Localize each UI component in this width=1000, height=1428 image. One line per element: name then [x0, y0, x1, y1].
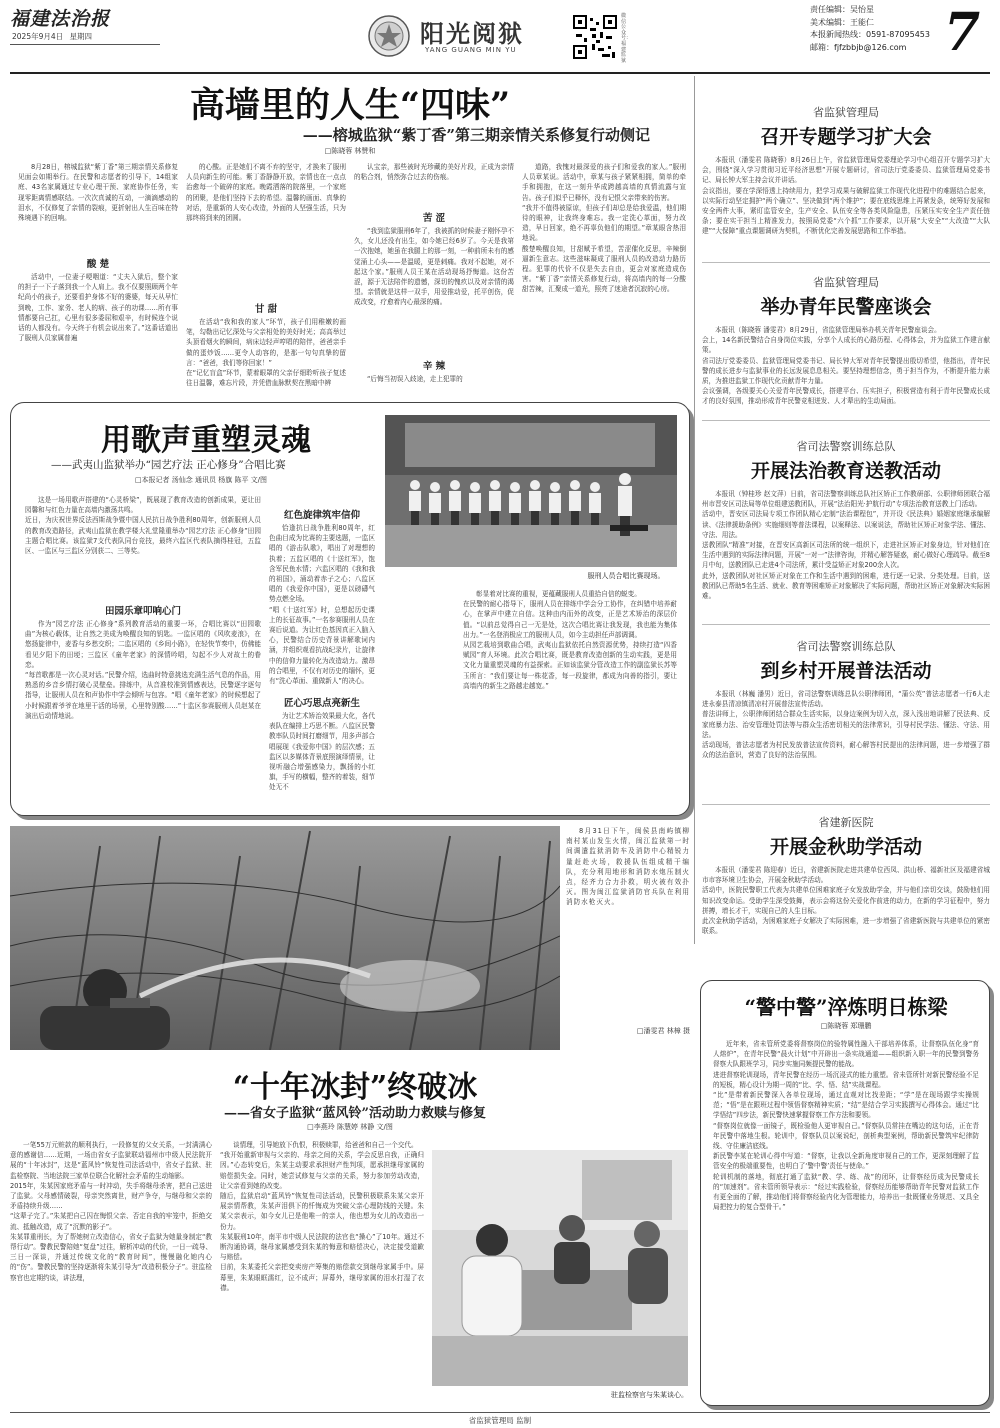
singing-col-3: 彰显着对比赛的重视，更蕴藏服刑人员重拾自信的蜕变。 在民警的耐心指导下，服刑人员在排练中学会分工协作，在纠错中培养耐心，在掌声中建立自信。这种由内而外的改变，正是艺术矫治的深层价值。“以前总觉得自己一无是处，这次合唱比赛让我发现，我也能为集体出力。”一名登消极应工的服刑人员，如今主动担任声部调调。 从园艺栽培到歌曲合唱，武夷山监狱依托自然资源优势，持续打造“四香赋园”育人环境。此次合唱比赛，既是教育改造创新的生动实践，更是用文化力量重塑灵魂的有益探索。正如该监狱分管改造工作的副监狱长苏等玉所言：“我们要让每一株花香，每一段旋律，都成为向善的指引，要让高墙内的新生之路越走越宽。” [463, 590, 677, 690]
paper-name: 福建法治报 [10, 8, 111, 30]
news-3-title: 开展法治教育送教活动 [750, 460, 941, 482]
news-3-kicker: 省司法警察训练总队 [796, 440, 896, 453]
news-1-title: 召开专题学习扩大会 [760, 126, 932, 148]
fire-photo-text: 8月31日下午，闽侯县南屿镇柳南村某山发生火情，闽江监狱第一时间调遣监狱消防车及消防中心精锐力量赶赴火场，救援队伍组成精干编队，充分利用地形和消防水炮压制火点，经齐力合力扑救，明火被有效扑灭。图为闽江监狱消防官兵队在利用消防水枪灭火。 [566, 827, 690, 907]
news-5-kicker: 省建新医院 [818, 816, 874, 829]
police-title: “警中警”淬炼明日栋梁 [744, 995, 948, 1019]
news-3-body: 本报讯（钟桂珍 赵文萍）日前，省司法警察训练总队社区矫正工作教研部、公职律师团联合福州市晋安区司法局等单位组建送教团队，开展“法治阳光·护航行动”专项法治教育送教上门活动。 活动中，晋安区司法局专项工作团队精心定制“法治课程包”，并开设《民法典》婚姻家庭继承编解读、《法律援助条例》实施细则等普法课程，以案释法、以案说法，帮助社区矫正对象学法、懂法、守法、用法。 送教团队“精准”对接，在晋安区高新区司法所的统一组织下，走进社区矫正对象身边，针对他们在生活中遇到的实际法律问题，开展“一对一”法律咨询，并精心解答疑惑，耐心做好心理疏导。截至8月中旬，送教团队已走进4个司法所，累计受益矫正对象200余人次。 此外，送教团队对社区矫正对象在工作和生活中遇到的困难，进行逐一记录、分类处理。目前，送教团队已帮助5名生活、就业、教育等困难矫正对象解决了实际问题，帮助社区矫正对象解决实际困难。 [702, 490, 990, 601]
lead-subhead-sweet: 甘 甜 [254, 304, 278, 315]
qr-code-icon[interactable] [572, 14, 618, 60]
email-line[interactable]: 邮箱：fjfzbbjb@126.com [810, 42, 907, 52]
news-4-kicker: 省司法警察训练总队 [796, 640, 896, 653]
singing-photo-caption: 服刑人员合唱比赛现场。 [587, 572, 665, 580]
news-item-3 [702, 424, 990, 620]
section-title: 阳光阅狱 [420, 19, 524, 48]
lead-byline: □陈晓蓉 林赞和 [324, 147, 376, 155]
news-5-title: 开展金秋助学活动 [769, 836, 922, 858]
lead-col-4: 道路，我愧对最深爱的孩子们和爱我的家人。”服刑人员章某说。活动中，章某与孩子紧紧相拥，简单的牵手和拥抱，在这一刻升华成跨越高墙的真情流露与宣告。孩子们似乎已释怀，没有记恨父亲带来的伤害。 “我并不值得被原谅，但孩子们却总是给我爱温，他们期待的眼神，让我终身难忘。我一定洗心革面，努力改造，早日回家，绝不再辜负他们的期望。”章某眼含热泪地说。 酸楚唤醒良知，甘甜赋予希望，苦涩催化反思，辛辣倒逼新生意志。这些滋味凝成了服刑人员的改造动力路历程。犯罪的代价不仅是失去自由，更会对家庭造成伤害。“紫丁香”亲情关系修复行动，将高墙内的每一分酸甜苦辣，汇聚成一道光，照亮了迷途者沉寂的心房。 [522, 163, 686, 294]
news-1-body: 本报讯（潘雯君 陈晓蓉）8月26日上午，省监狱管理局党委理论学习中心组召开专题学习扩大会，围绕“深入学习贯彻习近平经济思想”开展专题研讨，省司法厅党委委员、监狱管理局党委书记、局长钟大军主持会议并讲话。 会议指出，要在学深悟透上持续用力，把学习成果与破解监狱工作现代化进程中的难题结合起来，以实际行动坚定拥护“两个确立”、坚决做到“两个维护”；要在底线思维上再紧发条，统筹好发展和安全两件大事，紧盯监管安全，生产安全、队伍安全等各类风险隐患，压紧压实安全生产责任链条；要在实干担当上精准发力，按照局党委“六个抓”工作要求，以开展“大安全”“大改造”“大队建”“大保障”重点课题调研为契机，不断优化完善发展思路和工作举措。 [702, 156, 990, 236]
fire-photo-caption-box [566, 826, 690, 1050]
news-2-body: 本报讯（陈晓蓉 潘雯君）8月29日，省监狱管理局举办机关青年民警座谈会。 会上，14名新民警结合自身岗位实践，分享个人成长的心路历程、心得体会，并为监狱工作建言献策。 省司法厅党委委员、监狱管理局党委书记、局长钟大军对青年民警提出殷切希望，他指出，青年民警的成长进步与监狱事业的长远发展息息相关。要坚持理想信念，勇于担当作为，不断提升能力素质，为推进监狱工作现代化贡献青年力量。 会议强调，各级要关心关爱青年民警成长，搭建平台、压实担子，积极营造有利于青年民警成长成才的良好氛围，推动形成青年民警竞相迸发、人才辈出的生动局面。 [702, 326, 990, 406]
lead-col-1b: 活动中，一位妻子哽咽道：“丈夫入狱后，整个家的担子一下子落到我一个人肩上。我不仅要照顾两个年纪尚小的孩子，还要看护身体不好的婆婆，每天从早忙到晚，工作、家务、老人的病、孩子的功课……所有事情都要自己扛，心里有很多委屈和艰辛，有时候连个说话的人都没有。今天终于有机会说出来了。”这番话道出了服刑人员家属普遍 [18, 273, 178, 343]
lead-col-3b: “我到监狱服刑6年了，我被抓的时候妻子刚怀孕不久，女儿还没有出生，如今她已经6岁了。今天是我第一次抱她，她虽在我腿上的那一刻，一种前所未有的感觉涌上心头——是温暖，更是刺痛。我对不起她，对不起这个家。”服刑人员王某在活动现场抒悔道。这份苦涩，源于无法陪伴的遗憾，深切的愧疚以及对亲情的渴望。亲情就是这样一双手，用爱推动爱，托平创伤，促成改变，疗愈着内心最深的痛。 [354, 227, 514, 307]
ten-years-title: “十年冰封”终破冰 [232, 1070, 478, 1105]
singing-photo [385, 415, 677, 567]
date: 2025年9月4日 [12, 32, 64, 41]
news-4-title: 到乡村开展普法活动 [760, 660, 932, 682]
singing-subhead-3: 匠心巧思点亮新生 [283, 698, 360, 709]
page-number: 7 [944, 2, 981, 63]
news-2-kicker: 省监狱管理局 [813, 276, 879, 289]
lead-col-3: 认宝亲，那些被时光珍藏的美好片段，正成为亲情的粘合剂，悄然弥合过去的伤痕。 [354, 163, 514, 182]
singing-subhead-1: 田园乐章叩响心门 [104, 606, 181, 617]
editor-credits [810, 4, 930, 54]
masthead-rule [10, 44, 160, 45]
section-pinyin: YANG GUANG MIN YU [425, 46, 517, 54]
ten-years-photo [432, 1150, 688, 1386]
news-divider-1 [702, 262, 990, 263]
fire-photo-byline: □潘雯君 林樟 摄 [636, 1027, 690, 1035]
news-divider-3 [702, 624, 990, 625]
lead-subhead-sour: 酸 楚 [86, 259, 110, 270]
singing-subhead-2: 红色旋律筑牢信仰 [283, 510, 360, 521]
lead-subhead-bitter: 苦 涩 [422, 213, 446, 224]
news-divider-2 [702, 420, 990, 421]
lead-col-3c: “后悔当初误入歧途，走上犯罪的 [367, 375, 463, 383]
consultation-image [432, 1150, 688, 1386]
singing-subtitle: ——武夷山监狱举办“园艺疗法 正心修身”合唱比赛 [51, 459, 286, 471]
singing-col-2b: 为让艺术矫治效果最大化，各代表队在编排上巧思不断。八监区民警教率队员时间打磨细节，用多声部合唱展现《我爱你中国》的层次感；五监区以多媒体背景底照演绎情景，让视听融合增强感染力，飘扬的小红旗，手写的横幅，整齐的着装，细节处无不 [269, 712, 375, 792]
hotline-line: 本报新闻热线：0591-87095453 [810, 30, 930, 39]
weekday: 星期四 [69, 32, 93, 41]
footer-rule [10, 1412, 990, 1413]
singing-article [10, 402, 690, 816]
singing-title: 用歌声重塑灵魂 [101, 423, 311, 458]
masthead [0, 0, 1000, 72]
police-article [700, 980, 990, 1406]
lead-title: 高墙里的人生“四味” [189, 85, 511, 126]
news-item-5 [702, 808, 990, 948]
editor-line: 责任编辑：吴怡星 [810, 5, 874, 14]
lead-col-2b: 在活动“我和我的家人”环节，孩子们用稚嫩的画笔，勾勒出记忆深处与父亲相处的美好时光；高高举过头顶看烟火的瞬间，病床边轻声哼唱的陪伴，爸爸亲手做的蛋炒饭……更令人动容的，是那一句句真挚的留言：“爸爸，我们等你回家！” 在“记忆盲盒”环节，蒙着眼罩的父亲仔细聆听孩子复述往日温馨，难忘片段，并凭借血脉默契在黑暗中辨 [186, 318, 346, 388]
ten-years-article [10, 1056, 690, 1406]
ten-years-subtitle: ——省女子监狱“蓝风铃”活动助力救赎与修复 [224, 1106, 486, 1121]
police-emblem-icon [367, 14, 411, 58]
lead-col-2: 的心酸。正是她们不离不弃的坚守，才换来了服刑人员向新生的可能。紫丁香静静开放，亲情也在一点点治愈每一个破碎的家庭。晚霞洒落的院落里，一个家庭的团聚，是他们坚持下去的希望。温馨的画面、真挚的对话，是重新的人安心改造，外面的人坚强生活，只为那终将到来的团圆。 [186, 163, 346, 223]
news-item-1 [702, 76, 990, 256]
ten-years-col-1: 一笔55万元赃款的顺利执行，一段修复的父女关系，一封满满心意的感谢信……近期，一场由省女子监狱联动福州市中级人民法院开展的“十年冰封”，这是“蓝风铃”恢复性司法活动中，省女子监狱、驻监检察院、当地法院三家单位联合化解社会矛盾的生动缩影。 2015年，朱某因家庭矛盾与一时冲动，失手将继母杀害，把自己送进了监狱。父母感情破裂，母亲突然离世，财产争夺，与继母和父亲的矛盾持续升级…… “这辈子完了。”朱某把自己囚在悔恨父亲、否定自我的牢笼中，拒绝交流、抵触改造，成了“沉默的影子”。 朱某罪重刑长，为了帮她树立改造信心，省女子监狱为她量身制定“教帮行动”。警教民警陪她“复盘”过往，解析冲动的代价，一日一疏导、三日一深谈，并通过传统文化的“教育时间”，慢慢融化她内心的“伤”。警教民警的坚持逐渐将朱某引导为“改造积极分子”。驻监检察官也定期约谈，讲法理， [10, 1141, 212, 1282]
news-2-title: 举办青年民警座谈会 [760, 296, 932, 318]
singing-col-2a: 恰逢抗日战争胜利80周年，红色曲目成为比赛的主要选题，一监区唱的《游击队歌》，唱出了对理想的执着；五监区唱的《十送红军》，饱含军民鱼水情；六监区唱的《我和我的祖国》，涌动着赤子之心；八监区唱的《我爱你中国》，更是以磅礴气势点燃全场。 “唱《十送红军》时，总想起历史课上的长征故事。”一名参赛服刑人员在赛后说道。为让红色基因真正入脑入心，民警结合历史背景讲解歌词内涵，并组织观看抗战纪录片，让旋律中的信仰力量转化为改造动力。激昂的合唱里，不仅有对历史的缅怀，更有“洗心革面、重做新人”的决心。 [269, 524, 375, 685]
right-column-divider [694, 76, 695, 944]
ten-years-photo-caption: 驻监检察官与朱某谈心。 [611, 1391, 688, 1399]
news-1-kicker: 省监狱管理局 [813, 106, 879, 119]
ten-years-byline: □李燕玲 陈慧婷 林静 文/图 [307, 1123, 393, 1131]
fire-photo [10, 826, 560, 1050]
singing-col-1b: 作为“园艺疗法 正心修身”系列教育活动的重要一环，合唱比赛以“田园歌曲”为核心载体，让自然之美成为唤醒良知的钥匙。一监区唱的《风吹麦浪》，在悠扬旋律中，麦香与乡愁交织；二监区唱的《乡间小路》，在轻快节奏中，仿佛能看见夕阳下的田埂；三监区《童年老家》的深情吟唱，勾起不少人对故土的眷恋。 “每首歌都是一次心灵对话。”民警介绍，选曲时特意挑选充满生活气息的作品，用熟悉的乡音乡情打破心灵壁垒。排练中，从音准校准到情感表达，民警逐字逐句指导，让服刑人员在和声协作中学会倾听与包容。“唱《童年老家》的时候想起了小时候跟着爷爷在地里干活的场景，心里特别酸……”十监区参赛服刑人员赵某在演出后动情地说。 [25, 620, 261, 720]
lead-article [10, 76, 690, 394]
lead-col-1: 8月28日，榕城监狱“紫丁香”第三期亲情关系修复见面会如期举行。在民警和志愿者的引导下，14组家庭、43名家属通过专业心理干预、家庭协作任务，实现零距离情感联结。一次次真诚的互动，一滴滴感动的泪水，不仅修复了亲情的裂痕，更折射出人生百味在特殊境遇下的回响。 [18, 163, 178, 223]
issue-date [12, 31, 92, 42]
news-divider-4 [702, 804, 990, 805]
qr-caption: 微信公众号：福建监狱 [621, 13, 632, 64]
singing-byline: □本报记者 汤仙念 通讯员 杨旗 陈平 文/图 [134, 476, 268, 484]
choir-stage-image [385, 415, 677, 567]
art-editor-line: 美术编辑：王能仁 [810, 17, 874, 27]
firefighting-image [10, 826, 560, 1050]
police-byline: □陈晓蓉 郑珊鹏 [820, 1022, 872, 1030]
news-item-4 [702, 628, 990, 800]
lead-subhead-spicy: 辛 辣 [422, 361, 446, 372]
singing-intro: 这是一场用歌声搭建的“心灵桥梁”，既展现了教育改造的创新成果，更让田园馨和与红色力量在高墙内激荡共鸣。 近日，为庆祝世界反法西斯战争暨中国人民抗日战争胜利80周年，创新服刑人员的教育改造路径，武夷山监狱在教学楼大礼堂隆重举办“园艺疗法 正心修身”田园主题合唱比赛。该监狱7支代表队同台竞技，最终六监区代表队摘得桂冠，五监区、一监区与三监区分别获二、三等奖。 [25, 496, 261, 556]
masthead-divider [10, 72, 990, 74]
news-5-body: 本报讯（潘雯君 陈迎春）近日，省建新医院走进共建单位西凤、洪山桥、福新社区及福建省城市市容环境卫生协会，开展金秋助学活动。 活动中，医院民警职工代表为共建单位困难家庭子女发放助学金，并与他们亲切交谈，鼓励他们用知识改变命运。受助学生深受鼓舞，表示会将这份关爱化作前进的动力，在新的学习征程中，努力拼搏，增长才干，实现自己的人生目标。 此次金秋助学活动，为困难家庭子女解决了实际困难，进一步增强了省建新医院与共建单位的紧密联系。 [702, 866, 990, 936]
police-body: 近年来，省未管所党委将督察岗位的验特属性融入干部培养体系，让督察队伍化身“育人熔炉”，在青年民警“晨火计划”中开辟出一条实战通道——组织新入职一年的民警到警务督察大队跟班学习，同步实施同频提民警的能战。 进进督察轮训现场，青年民警在经历一场沉浸式的能力重塑。省未管所针对新民警经验不足的短板，精心设计为期一周的“比、学、悟、结”实战课程。 “比”是带着新民警深入各单位现场，通过直观对比找差距；“学”是在现场跟学实操规范；“悟”是在跟班过程中领悟督察精神实质；“结”是结合学习实践撰写心得体会。通过“比学悟结”四步法，新民警快速掌握督察工作方法和要领。 “督察岗位就像一面镜子，既检验他人更审视自己。”督察队员常挂在嘴边的这句话，正在青年民警中落地生根。轮训中，督察队员以案说纪，剖析典型案例，帮助新民警筑牢纪律防线、守住廉洁底线。 新民警李某在轮训心得中写道：“督察，让我以全新角度审视自己的工作，更深刻理解了监管安全的极端重要性，也明白了‘警中警’责任与使命。” 轮训机制的落地，彻底打通了监狱“教、学、练、战”的闭环，让督察经历成为民警成长的“加速剂”。省未管所领导表示：“经过实践检验，督察经历能够帮助青年民警对监狱工作有更全面的了解，推动他们将督察经验内化为管理能力，培养出一批既懂业务规范、又具全局把控力的复合型骨干。” [713, 1040, 979, 1212]
lead-subtitle: ——榕城监狱“紫丁香”第三期亲情关系修复行动侧记 [302, 126, 650, 144]
news-4-body: 本报讯（林巍 潘男）近日，省司法警察训练总队公职律师团，“蒲公英”普法志愿者一行6人走进永泰县清凉镇清凉村开展普法宣传活动。 普法讲师上，公职律师团结合群众生活实际，以身边案例为切入点，深入浅出地讲解了民法典、反家庭暴力法、治安管理处罚法等与群众生活密切相关的法律常识，引导村民学法、懂法、守法、用法。 活动现场，普法志愿者为村民发放普法宣传资料，耐心解答村民提出的法律问题，进一步增强了群众的法治意识，营造了良好的法治氛围。 [702, 690, 990, 760]
news-item-2 [702, 266, 990, 406]
ten-years-col-2: 谈情理，引导她放下仇恨，积极赎罪，给爸爸和自己一个交代。 “我开始重新审视与父亲的、母亲之间的关系，学会反思自我，正确归因。”心态转变后，朱某主动要求承担财产性判项，愿承担继母家属的赔偿损失金。同时，她尝试修复与父亲的关系，努力参加劳动改造，让父亲看到她的改变。 随后，监狱启动“蓝风铃”恢复性司法活动，民警积极联系朱某父亲开展亲情帮教，朱某声泪俱下的忏悔成为突破父亲心理防线的关键。朱某父亲表示，如今女儿已是他唯一的亲人，他也想为女儿的改造出一份力。 朱某服刑10年，南平市中级人民法院的法官也“操心”了10年。通过不断沟通协调，继母家属感受到朱某的悔意和赔偿决心，决定接受道歉与赔偿。 目前，朱某委托父亲把变卖房产筹集的赔偿款交到继母家属手中。屏幕里，朱某眼眶濡红，泣不成声；屏幕外，继母家属的泪水打湿了衣襟。 [220, 1141, 424, 1292]
footer-text: 省监狱管理局 监制 [468, 1416, 532, 1425]
